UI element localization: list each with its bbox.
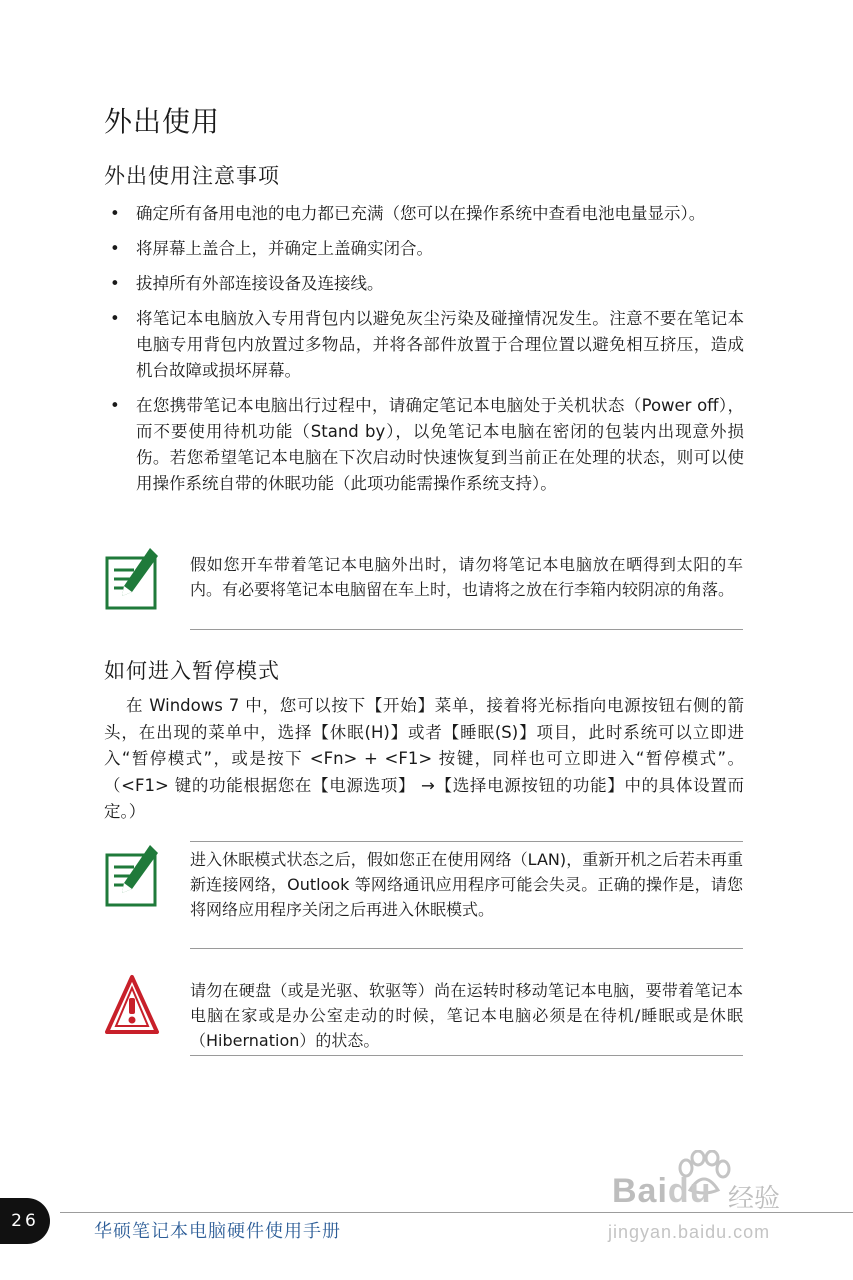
watermark-cn: 经验	[728, 1184, 781, 1214]
warning-divider	[190, 1055, 743, 1056]
watermark-url: jingyan.baidu.com	[608, 1222, 771, 1242]
list-item: • 拔掉所有外部连接设备及连接线。	[104, 271, 744, 297]
note-divider	[190, 948, 743, 949]
bullet: •	[110, 309, 120, 328]
warning-text: 请勿在硬盘（或是光驱、软驱等）尚在运转时移动笔记本电脑，要带着笔记本电脑在家或是办公室走动的时候，笔记本电脑必须是在待机/睡眠或是休眠（Hibernation）的状态。	[190, 981, 743, 1050]
watermark-brand: Baidu	[612, 1172, 712, 1210]
page-number: 26	[0, 1198, 50, 1244]
warning-triangle-icon	[104, 974, 160, 1042]
note-pencil-icon	[104, 843, 160, 913]
list-item: • 将笔记本电脑放入专用背包内以避免灰尘污染及碰撞情况发生。注意不要在笔记本电脑专用背包内放置过多物品，并将各部件放置于合理位置以避免相互挤压，造成机台故障或损坏屏幕。	[104, 306, 744, 384]
section-heading-sleep: 如何进入暂停模式	[104, 659, 280, 683]
list-item: • 在您携带笔记本电脑出行过程中，请确定笔记本电脑处于关机状态（Power off），而不要使用待机功能（Stand by），以免笔记本电脑在密闭的包装内出现意外损伤。若您希望笔记本电脑在下次启动时快速恢复到当前正在处理的状态，则可以使用操作系统自带的休眠功能（此项功能需操作系统支持）。	[104, 393, 744, 497]
note-divider	[190, 629, 743, 630]
section-heading-travel: 外出使用注意事项	[104, 164, 280, 188]
list-item: • 确定所有备用电池的电力都已充满（您可以在操作系统中查看电池电量显示）。	[104, 201, 744, 227]
sleep-instructions: 在 Windows 7 中，您可以按下【开始】菜单，接着将光标指向电源按钮右侧的箭头，在出现的菜单中，选择【休眠(H)】或者【睡眠(S)】项目，此时系统可以立即进入“暂停模式”，或是按下 <Fn> + <F1> 按键，同样也可立即进入“暂停模式”。（<F1> 键的功能根据您在【电源选项】 →【选择电源按钮的功能】中的具体设置而定。）	[104, 696, 744, 821]
note-text-car: 假如您开车带着笔记本电脑外出时，请勿将笔记本电脑放在晒得到太阳的车内。有必要将笔记本电脑留在车上时，也请将之放在行李箱内较阴凉的角落。	[190, 555, 743, 599]
list-item: • 将屏幕上盖合上，并确定上盖确实闭合。	[104, 236, 744, 262]
page-title: 外出使用	[104, 105, 221, 138]
precautions-list	[104, 201, 744, 506]
bullet: •	[110, 396, 120, 415]
note-text-network: 进入休眠模式状态之后，假如您正在使用网络（LAN)，重新开机之后若未再重新连接网络，Outlook 等网络通讯应用程序可能会失灵。正确的操作是，请您将网络应用程序关闭之后再进入休眠模式。	[190, 850, 743, 919]
bullet: •	[110, 274, 120, 293]
note-pencil-icon	[104, 546, 160, 616]
bullet: •	[110, 239, 120, 258]
manual-title: 华硕笔记本电脑硬件使用手册	[94, 1221, 341, 1242]
bullet: •	[110, 204, 120, 223]
